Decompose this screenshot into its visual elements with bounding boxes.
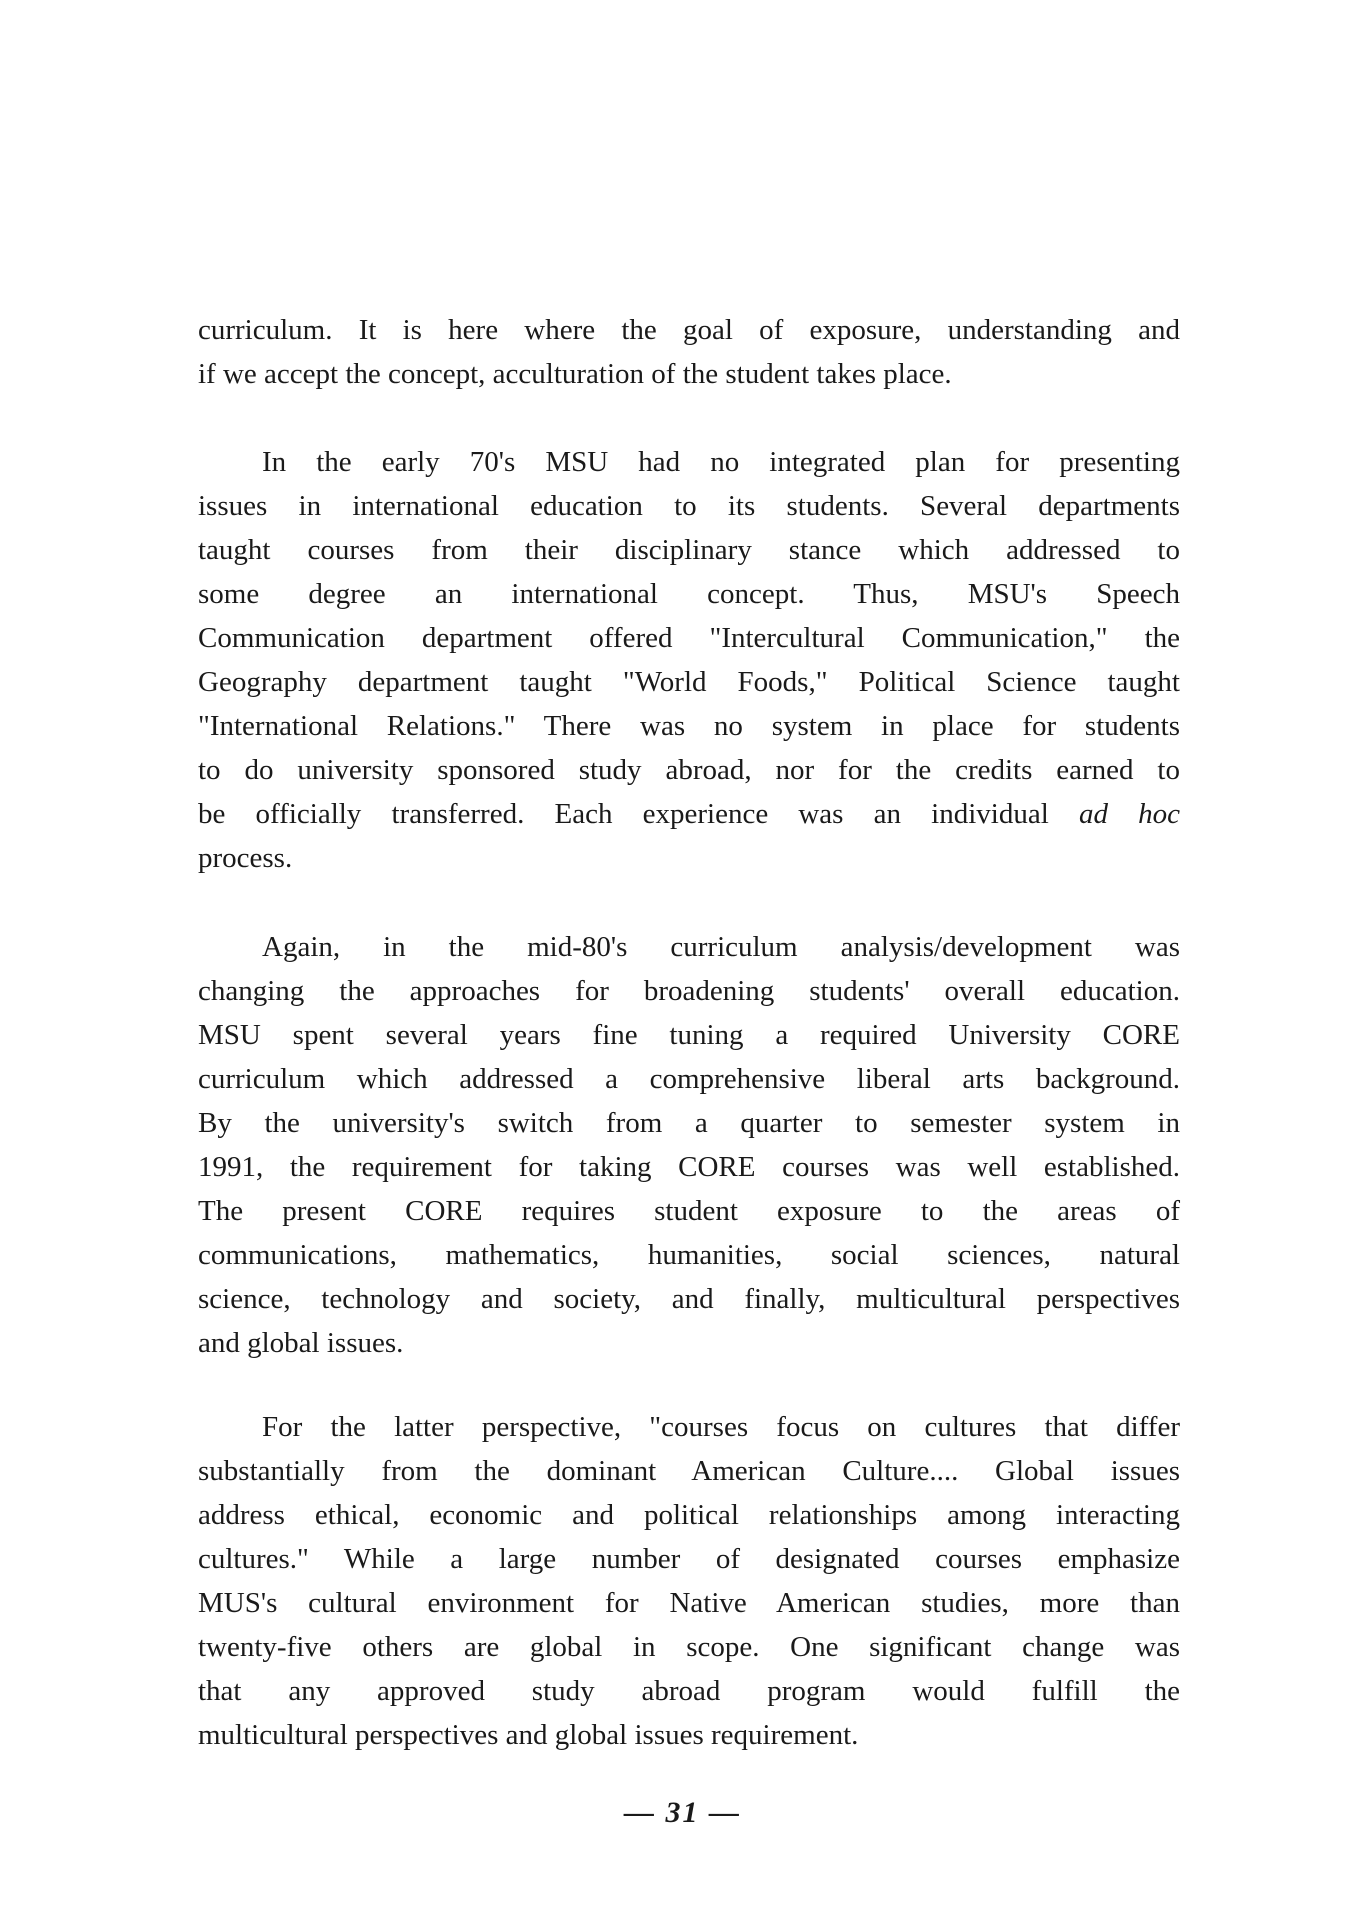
paragraph-line: and global issues. (198, 1327, 404, 1359)
paragraph-line: In the early 70's MSU had no integrated plan for presenting (262, 446, 1180, 478)
paragraph-line: that any approved study abroad program would fulfill the (198, 1675, 1180, 1707)
paragraph-line: curriculum. It is here where the goal of exposure, understanding and (198, 314, 1180, 346)
paragraph-line: science, technology and society, and finally, multicultural perspectives (198, 1283, 1180, 1315)
paragraph-line: communications, mathematics, humanities, social sciences, natural (198, 1239, 1180, 1271)
paragraph-line: Geography department taught "World Foods," Political Science taught (198, 666, 1180, 698)
paragraph-line-with-italic (198, 792, 1180, 836)
paragraph-line: Again, in the mid-80's curriculum analysis/development was (262, 931, 1180, 963)
paragraph-line: curriculum which addressed a comprehensive liberal arts background. (198, 1063, 1180, 1095)
paragraph-line: some degree an international concept. Thus, MSU's Speech (198, 578, 1180, 610)
paragraph-line: issues in international education to its students. Several departments (198, 490, 1180, 522)
paragraph-line-text: be officially transferred. Each experience was an individual (198, 798, 1079, 830)
paragraph-line: MSU spent several years fine tuning a required University CORE (198, 1019, 1180, 1051)
paragraph-line: if we accept the concept, acculturation of the student takes place. (198, 358, 952, 390)
paragraph-line: process. (198, 842, 293, 874)
paragraph-line: address ethical, economic and political relationships among interacting (198, 1499, 1180, 1531)
paragraph-line: By the university's switch from a quarter to semester system in (198, 1107, 1180, 1139)
paragraph-line: twenty-five others are global in scope. One significant change was (198, 1631, 1180, 1663)
paragraph-line: substantially from the dominant American Culture.... Global issues (198, 1455, 1180, 1487)
paragraph-line: "International Relations." There was no system in place for students (198, 710, 1180, 742)
paragraph-line: taught courses from their disciplinary stance which addressed to (198, 534, 1180, 566)
italic-phrase: ad hoc (1078, 798, 1180, 830)
paragraph-4 (198, 1405, 1180, 1757)
paragraph-line: multicultural perspectives and global issues requirement. (198, 1719, 859, 1751)
paragraph-line: changing the approaches for broadening students' overall education. (198, 975, 1180, 1007)
paragraph-line: MUS's cultural environment for Native American studies, more than (198, 1587, 1180, 1619)
paragraph-3 (198, 925, 1180, 1365)
paragraph-2 (198, 440, 1180, 880)
paragraph-line: 1991, the requirement for taking CORE courses was well established. (198, 1151, 1180, 1183)
paragraph-line: cultures." While a large number of designated courses emphasize (198, 1543, 1180, 1575)
paragraph-line: to do university sponsored study abroad, nor for the credits earned to (198, 754, 1180, 786)
paragraph-line: The present CORE requires student exposure to the areas of (198, 1195, 1180, 1227)
page-number: — 31 — (624, 1796, 741, 1829)
paragraph-line: Communication department offered "Intercultural Communication," the (198, 622, 1180, 654)
paragraph-1 (198, 308, 1180, 396)
paragraph-line: For the latter perspective, "courses focus on cultures that differ (262, 1411, 1180, 1443)
